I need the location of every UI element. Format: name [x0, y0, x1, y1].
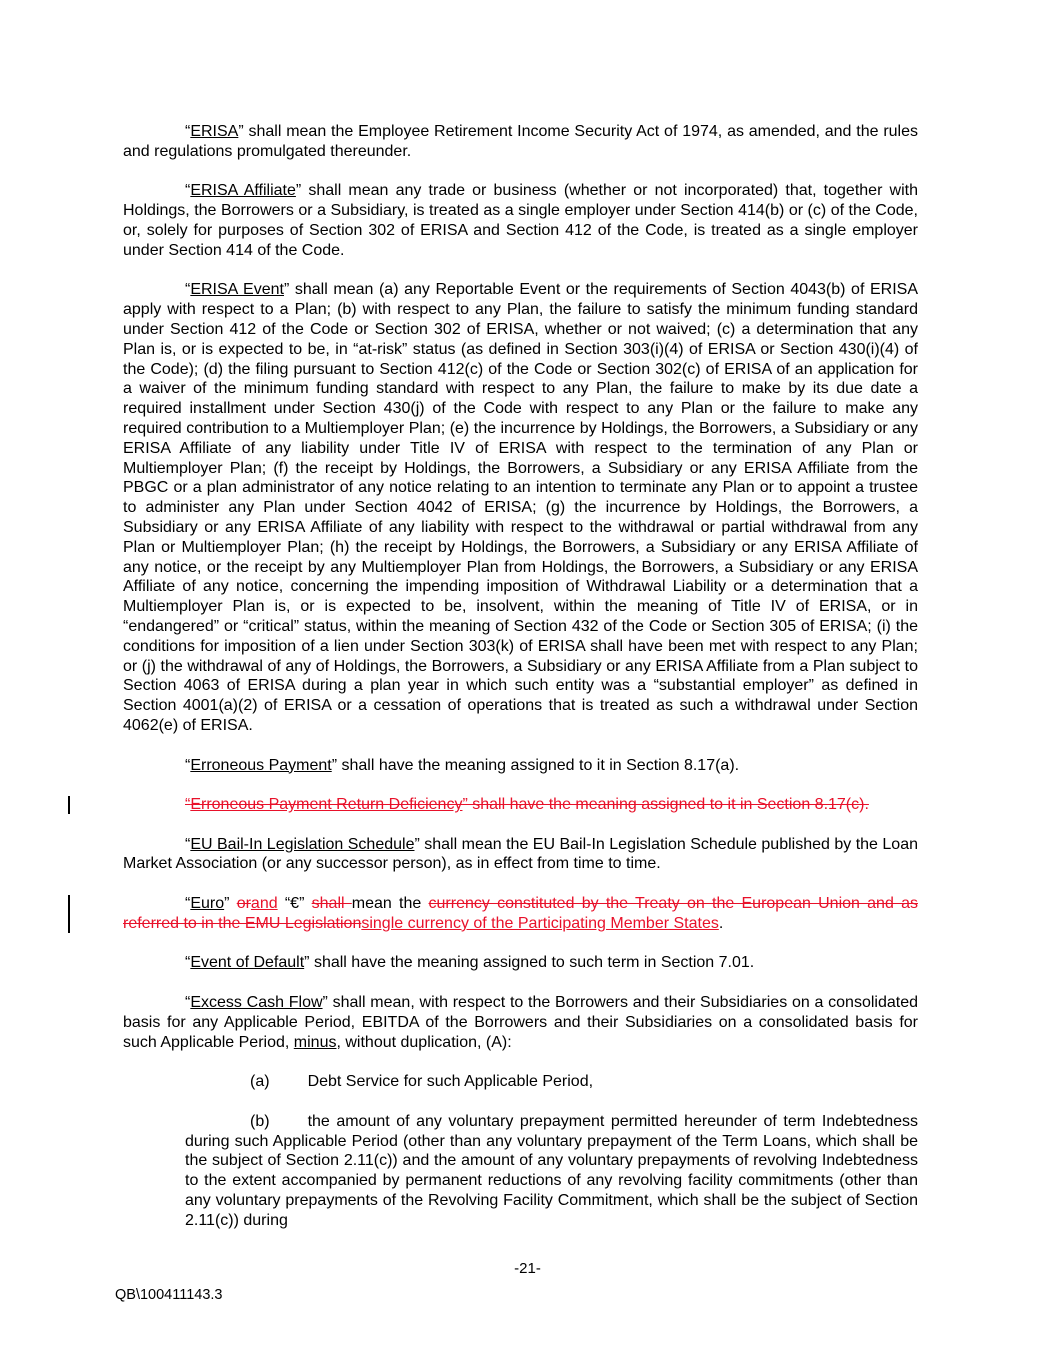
text-run: ” shall mean, with respect to the Borrowers and their Subsidiaries on a consolidated basis for any Applicable Period, EBITDA of the Borrowers and their Subsidiaries on a consolidated basis for such Applicable Period,	[123, 994, 919, 1051]
text-run: ” shall have the meaning assigned to such term in Section 7.01.	[304, 954, 755, 972]
defined-term-event-of-default: Event of Default	[190, 954, 305, 972]
document-body	[123, 122, 918, 1250]
defined-term-eu-bail-in-legislation-schedule: EU Bail-In Legislation Schedule	[190, 835, 415, 853]
text-run: currency constituted by the Treaty on the European Union and as referred to in the EMU Legislation	[123, 895, 918, 932]
paragraph-clause-a	[185, 1072, 918, 1092]
text-run: or	[236, 895, 251, 913]
text-run: “	[185, 281, 191, 299]
text-run: Debt Service for such Applicable Period,	[307, 1073, 594, 1091]
text-run: .	[718, 914, 724, 932]
defined-term-erisa: ERISA	[190, 123, 239, 140]
text-run: “	[185, 123, 191, 140]
text-run: ” shall have the meaning assigned to it in Section 8.17(c).	[462, 796, 869, 814]
list-label: (b)	[250, 1112, 270, 1130]
text-run: “	[185, 756, 191, 774]
text-run: shall	[311, 895, 352, 913]
change-bar	[68, 895, 70, 933]
defined-term-erisa-affiliate: ERISA Affiliate	[190, 182, 296, 200]
text-run: the amount of any voluntary prepayment permitted hereunder of term Indebtedness during such Applicable Period (other than any voluntary prepayment of the Term Loans, which shall be the subject of Section 2.11(c)) and the amount of any voluntary prepayments of revolving Indebtedness to the extent accompanied by permanent reductions of any revolving facility commitments (other than any voluntary prepayments of the Revolving Facility Commitment, which shall be the subject of Section 2.11(c)) during	[185, 1112, 918, 1229]
text-run: ” shall mean (a) any Reportable Event or the requirements of Section 4043(b) of ERISA apply with respect to a Plan; (b) with respect to any Plan, the failure to satisfy the minimum funding standard under Section 412 of the Code or Section 302 of ERISA, whether or not waived; (c) a determination that any Plan is, or is expected to be, in “at-risk” status (as defined in Section 303(i)(4) of ERISA or Section 430(i)(4) of the Code); (d) the filing pursuant to Section 412(c) of the Code or Section 302(c) of ERISA of an application for a waiver of the minimum funding standard with respect to any Plan, the failure to make by its due date a required installment under Section 430(j) of the Code with respect to any Plan or the failure to make any required contribution to a Multiemployer Plan; (e) the incurrence by Holdings, the Borrowers, a Subsidiary or any ERISA Affiliate of any liability under Title IV of ERISA with respect to the termination of any Plan or Multiemployer Plan; (f) the receipt by Holdings, the Borrowers, a Subsidiary or any ERISA Affiliate from the PBGC or a plan administrator of any notice relating to an intention to terminate any Plan or to appoint a trustee to administer any Plan under Section 4042 of ERISA; (g) the incurrence by Holdings, the Borrowers, a Subsidiary or any ERISA Affiliate of any liability with respect to the withdrawal or partial withdrawal from any Plan or Multiemployer Plan; (h) the receipt by Holdings, the Borrowers, a Subsidiary or any ERISA Affiliate of any notice, or the receipt by any Multiemployer Plan from Holdings, the Borrowers, a Subsidiary or any ERISA Affiliate of any notice, concerning the impending imposition of Withdrawal Liability or a determination that a Multiemployer Plan is, or is expected to be, insolvent, within the meaning of Title IV of ERISA, or in “endangered” or “critical” status, within the meaning of Section 432 of the Code or Section 305 of ERISA; (i) the conditions for imposition of a lien under Section 303(k) of ERISA shall have been met with respect to any Plan; or (j) the withdrawal of any of Holdings, the Borrowers, a Subsidiary or any ERISA Affiliate from a Plan subject to Section 4063 of ERISA during a plan year in which such entity was a “substantial employer” as defined in Section 4001(a)(2) of ERISA or a cessation of operations that is treated as such a withdrawal under Section 4062(e) of ERISA.	[123, 281, 919, 734]
paragraph-erisa-event	[123, 280, 918, 735]
text-run: mean the	[351, 895, 429, 913]
paragraph-erroneous-payment-return-deficiency	[123, 795, 918, 815]
paragraph-erisa	[123, 122, 918, 162]
paragraph-excess-cash-flow	[123, 993, 918, 1052]
paragraph-erroneous-payment	[123, 756, 918, 776]
text-run: ” shall mean any trade or business (whether or not incorporated) that, together with Holdings, the Borrowers or a Subsidiary, is treated as a single employer under Section 414(b) or (c) of the Code, or, solely for purposes of Section 302 of ERISA and Section 412 of the Code, is treated as a single employer under Section 414 of the Code.	[123, 182, 918, 259]
paragraph-erisa-affiliate	[123, 181, 918, 260]
text-run: “	[185, 835, 191, 853]
text-run: “	[185, 954, 191, 972]
text-run: “	[185, 796, 191, 814]
text-run: ” shall mean the Employee Retirement Income Security Act of 1974, as amended, and the rules and regulations promulgated thereunder.	[123, 123, 918, 160]
paragraph-eu-bail-in-legislation-schedule	[123, 835, 918, 875]
text-run: and	[250, 895, 278, 913]
list-label: (a)	[250, 1073, 270, 1091]
defined-term-erroneous-payment: Erroneous Payment	[190, 756, 332, 774]
text-run: ” shall mean the EU Bail-In Legislation Schedule published by the Loan Market Association (or any successor person), as in effect from time to time.	[123, 835, 918, 873]
paragraph-euro	[123, 894, 918, 934]
defined-term-euro: Euro	[190, 895, 225, 913]
text-run: minus	[293, 1033, 337, 1051]
paragraph-clause-b	[185, 1112, 918, 1231]
text-run: ”	[224, 895, 237, 913]
text-run: “	[185, 994, 191, 1012]
defined-term-erroneous-payment-return-deficiency: Erroneous Payment Return Deficiency	[190, 796, 463, 814]
text-run: , without duplication, (A):	[336, 1033, 512, 1051]
page-number: -21-	[514, 1260, 541, 1277]
text-run: single currency of the Participating Member States	[361, 914, 719, 932]
document-control-number: QB\100411143.3	[115, 1287, 223, 1303]
defined-term-erisa-event: ERISA Event	[190, 281, 284, 299]
change-bar	[68, 796, 70, 814]
text-run: “	[185, 182, 191, 200]
paragraph-event-of-default	[123, 953, 918, 973]
defined-term-excess-cash-flow: Excess Cash Flow	[190, 994, 323, 1012]
text-run: “	[185, 895, 191, 913]
text-run: ” shall have the meaning assigned to it in Section 8.17(a).	[331, 756, 740, 774]
text-run: “€”	[277, 895, 312, 913]
